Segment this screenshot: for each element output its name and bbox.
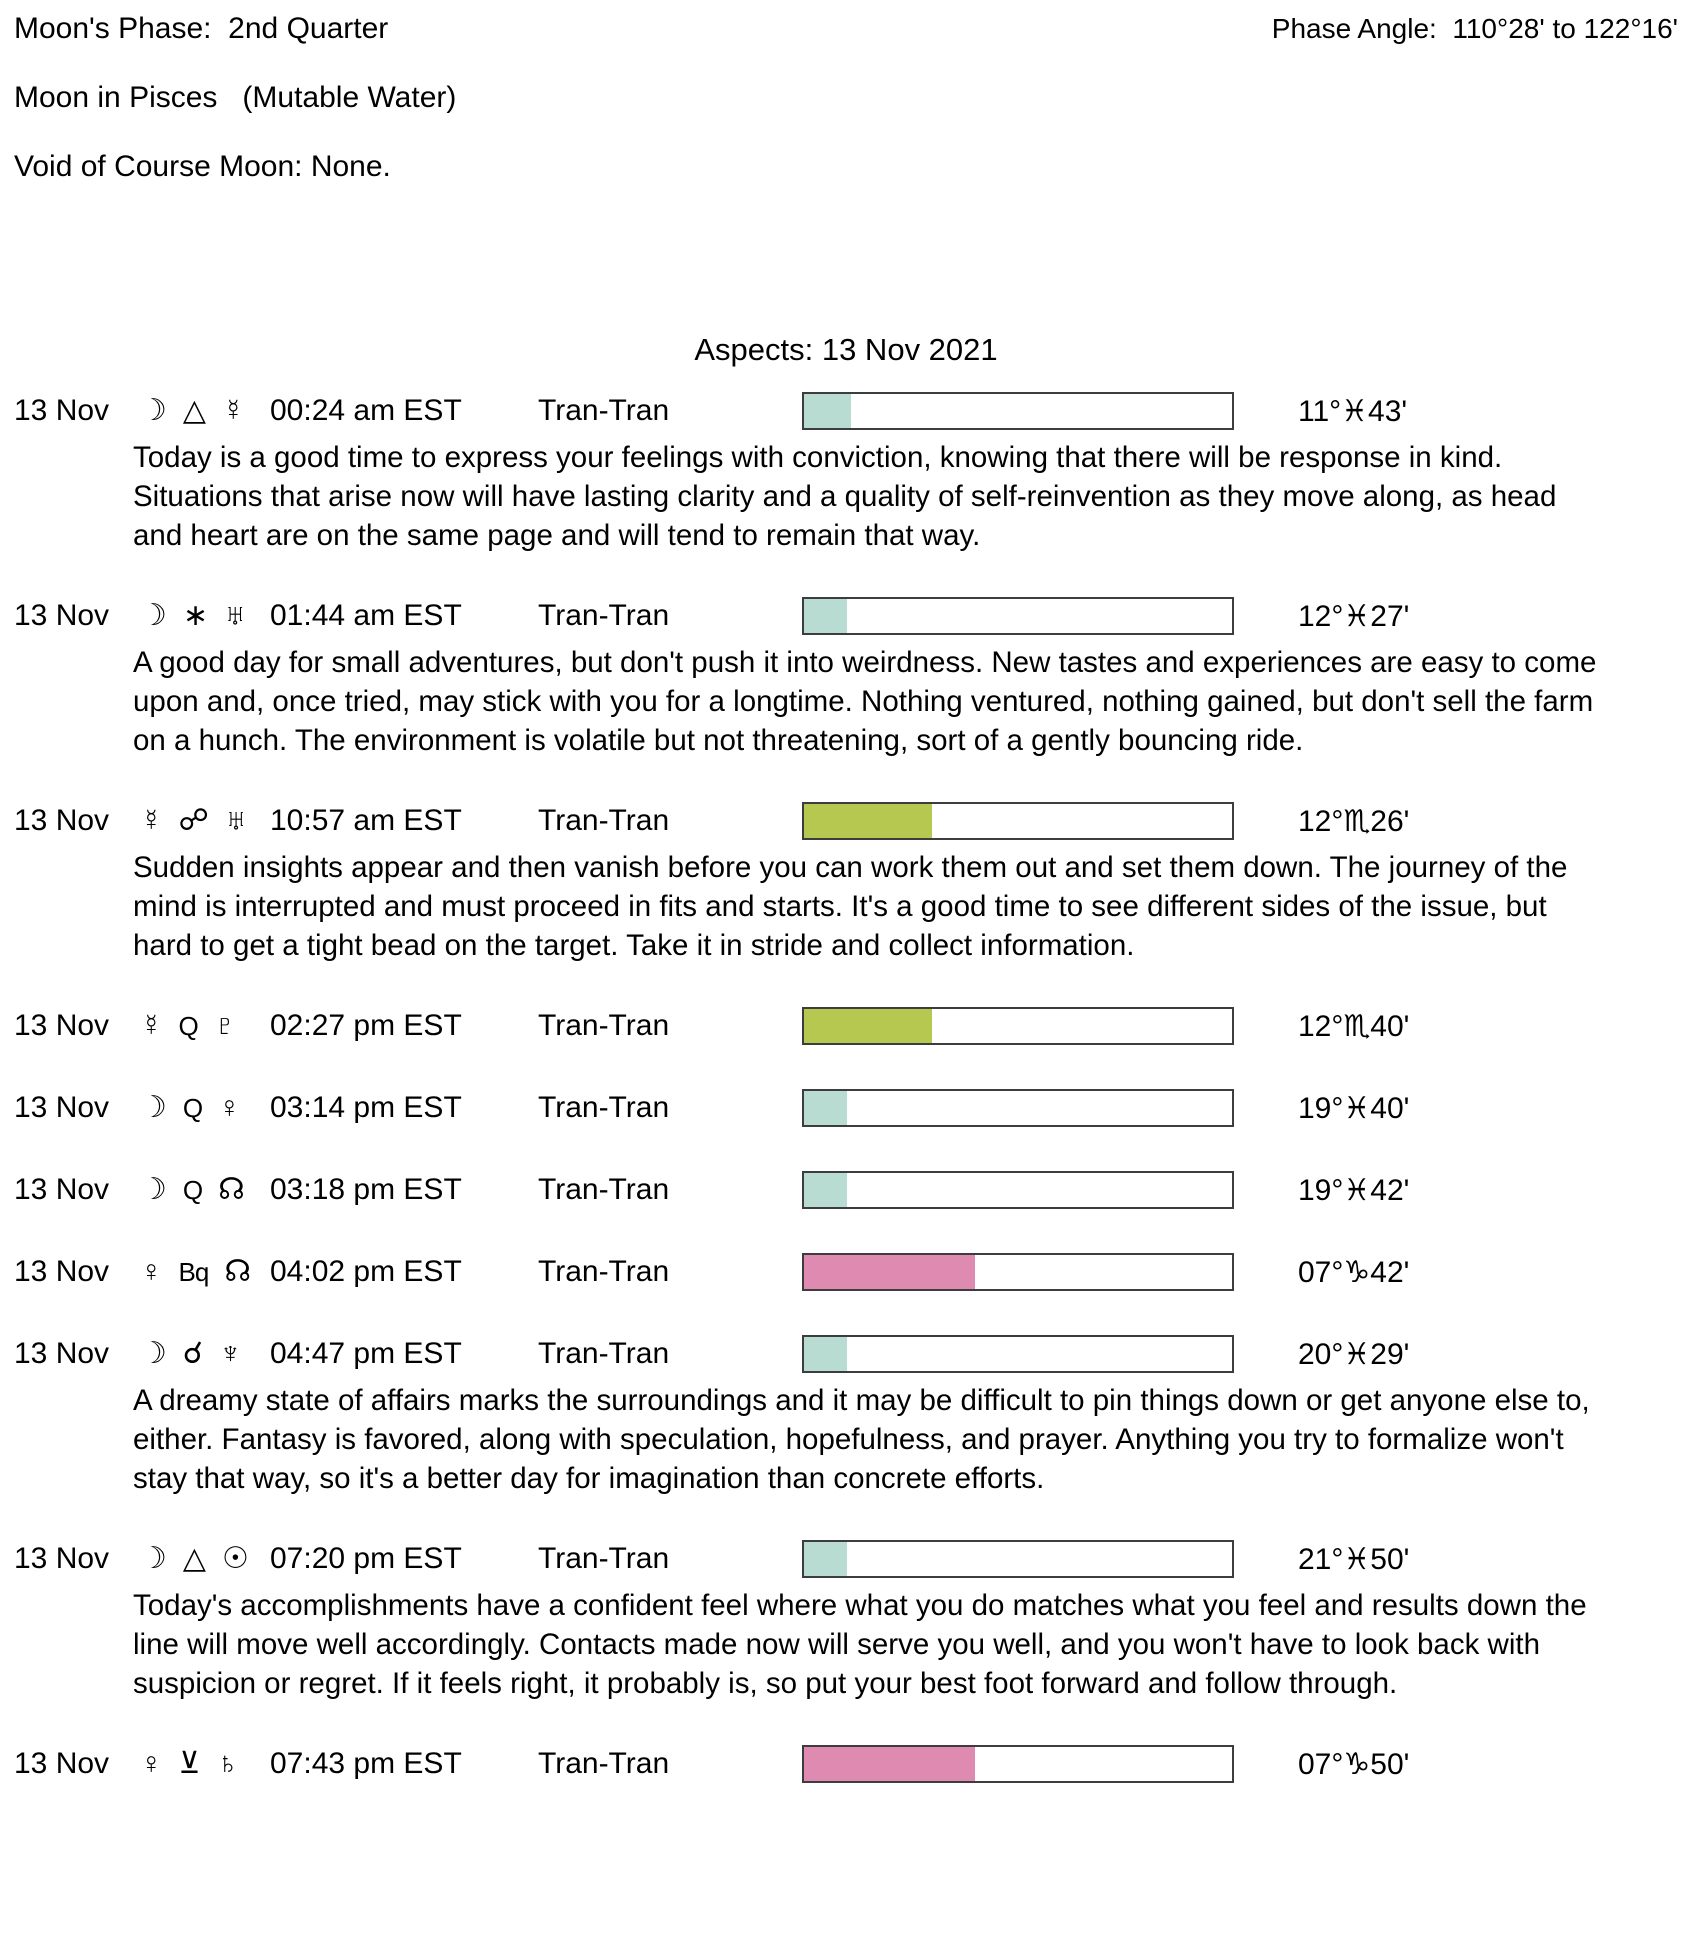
aspect-symbols (140, 1175, 270, 1205)
aspect-date: 13 Nov (14, 1255, 110, 1288)
quintile-icon: Q (178, 1011, 198, 1041)
aspect-type: Tran-Tran (538, 1173, 670, 1206)
venus-icon: ♀ (140, 1255, 163, 1288)
orb-bar (802, 1171, 1234, 1209)
moon-sign-text: Moon in Pisces (Mutable Water) (14, 81, 457, 114)
aspect-position: 11°♓43' (1298, 394, 1408, 428)
aspect-line (14, 1333, 1678, 1375)
north-node-icon: ☊ (224, 1255, 251, 1288)
aspect-symbols (140, 1093, 270, 1123)
neptune-icon: ♆ (219, 1337, 242, 1370)
aspect-symbols (140, 1339, 270, 1369)
aspect-date: 13 Nov (14, 1173, 110, 1206)
aspect-line (14, 800, 1678, 842)
aspect-time: 10:57 am EST (270, 804, 462, 837)
mercury-icon: ☿ (140, 1009, 163, 1042)
aspect-description: Today is a good time to express your feelings with conviction, knowing that there will be response in kind. Situations that arise now will have lasting clarity and a quality of self-reinvention as they move along, as head and heart are on the same page and will tend to remain that way. (133, 441, 1557, 552)
sextile-icon: ∗ (182, 599, 209, 632)
moon-icon: ☽ (140, 1337, 167, 1370)
aspect-position: 12°♏26' (1298, 804, 1410, 838)
aspect-description: A dreamy state of affairs marks the surroundings and it may be difficult to pin things down or get anyone else to, either. Fantasy is favored, along with speculation, hopefulness, and prayer. Anything you try to formalize won't stay that way, so it's a better day for imagination than concrete efforts. (133, 1384, 1590, 1495)
aspect-symbols (140, 1749, 270, 1779)
aspect-line (14, 1251, 1678, 1293)
aspect-position: 21°♓50' (1298, 1542, 1410, 1576)
aspect-type: Tran-Tran (538, 1091, 670, 1124)
aspect-line (14, 1005, 1678, 1047)
orb-bar (802, 1540, 1234, 1578)
moon-icon: ☽ (140, 1091, 167, 1124)
orb-bar-fill (804, 1091, 847, 1125)
aspect-position: 12°♏40' (1298, 1009, 1410, 1043)
aspect-row (14, 1333, 1678, 1498)
sun-icon: ☉ (221, 1542, 249, 1575)
aspect-time: 02:27 pm EST (270, 1009, 462, 1042)
aspect-row (14, 1087, 1678, 1129)
aspect-position: 19°♓40' (1298, 1091, 1410, 1125)
semi-sextile-icon: ⊻ (178, 1747, 201, 1780)
aspects-title: Aspects: 13 Nov 2021 (694, 332, 998, 367)
aspect-row (14, 390, 1678, 555)
aspect-type: Tran-Tran (538, 1542, 670, 1575)
trine-icon: △ (182, 394, 206, 427)
aspect-symbols (140, 806, 270, 836)
aspect-time: 01:44 am EST (270, 599, 462, 632)
phase-angle-text: Phase Angle: 110°28' to 122°16' (1271, 13, 1678, 44)
aspect-date: 13 Nov (14, 1009, 110, 1042)
aspect-description: Today's accomplishments have a confident feel where what you do matches what you feel and results down the line will move well accordingly. Contacts made now will serve you well, and you won't have to look back with suspicion or regret. If it feels right, it probably is, so put your best foot forward and follow through. (133, 1589, 1587, 1700)
aspect-symbols (140, 1257, 270, 1287)
aspect-position: 20°♓29' (1298, 1337, 1410, 1371)
aspect-time: 00:24 am EST (270, 394, 462, 427)
aspect-symbols (140, 1544, 270, 1574)
mercury-icon: ☿ (140, 804, 163, 837)
moon-icon: ☽ (140, 1542, 167, 1575)
aspect-date: 13 Nov (14, 1542, 110, 1575)
aspect-type: Tran-Tran (538, 1255, 670, 1288)
aspect-row (14, 1005, 1678, 1047)
aspect-type: Tran-Tran (538, 1009, 670, 1042)
aspect-date: 13 Nov (14, 1337, 110, 1370)
moon-icon: ☽ (140, 394, 167, 427)
aspect-line (14, 1169, 1678, 1211)
uranus-icon: ♅ (224, 804, 248, 837)
aspect-line (14, 390, 1678, 432)
aspect-date: 13 Nov (14, 599, 110, 632)
aspect-time: 04:47 pm EST (270, 1337, 462, 1370)
aspect-date: 13 Nov (14, 1747, 110, 1780)
orb-bar-fill (804, 599, 847, 633)
orb-bar-fill (804, 1542, 847, 1576)
aspect-row (14, 1251, 1678, 1293)
orb-bar-fill (804, 1009, 932, 1043)
aspect-description: Sudden insights appear and then vanish before you can work them out and set them down. The journey of the mind is interrupted and must proceed in fits and starts. It's a good time to see different sides of the issue, but hard to get a tight bead on the target. Take it in stride and collect information. (133, 851, 1568, 962)
aspect-position: 12°♓27' (1298, 599, 1410, 633)
aspect-type: Tran-Tran (538, 804, 670, 837)
aspect-row (14, 800, 1678, 965)
aspect-line (14, 1743, 1678, 1785)
moon-phase-text: Moon's Phase: 2nd Quarter (14, 12, 389, 45)
saturn-icon: ♄ (216, 1747, 239, 1780)
aspect-symbols (140, 601, 270, 631)
venus-icon: ♀ (140, 1747, 163, 1780)
orb-bar-fill (804, 1255, 975, 1289)
uranus-icon: ♅ (224, 599, 247, 632)
orb-bar-fill (804, 1747, 975, 1781)
aspect-symbols (140, 1011, 270, 1041)
moon-icon: ☽ (140, 1173, 167, 1206)
aspect-date: 13 Nov (14, 804, 110, 837)
orb-bar (802, 802, 1234, 840)
orb-bar-fill (804, 1173, 847, 1207)
aspect-row (14, 1538, 1678, 1703)
mercury-icon: ☿ (221, 394, 245, 427)
aspect-type: Tran-Tran (538, 1337, 670, 1370)
aspect-type: Tran-Tran (538, 599, 670, 632)
orb-bar-fill (804, 1337, 847, 1371)
aspect-row (14, 1743, 1678, 1785)
aspect-row (14, 1169, 1678, 1211)
aspects-list (14, 390, 1678, 1785)
aspect-row (14, 595, 1678, 760)
aspect-description: A good day for small adventures, but don't push it into weirdness. New tastes and experiences are easy to come upon and, once tried, may stick with you for a longtime. Nothing ventured, nothing gained, but don't sell the farm on a hunch. The environment is volatile but not threatening, sort of a gently bouncing ride. (133, 646, 1597, 757)
aspect-position: 07°♑50' (1298, 1747, 1410, 1781)
opposition-icon: ☍ (178, 804, 209, 837)
moon-icon: ☽ (140, 599, 167, 632)
trine-icon: △ (182, 1542, 206, 1575)
quintile-icon: Q (182, 1175, 203, 1205)
aspect-position: 19°♓42' (1298, 1173, 1410, 1207)
orb-bar-fill (804, 804, 932, 838)
aspect-time: 03:18 pm EST (270, 1173, 462, 1206)
aspect-date: 13 Nov (14, 1091, 110, 1124)
aspect-line (14, 595, 1678, 637)
venus-icon: ♀ (218, 1091, 241, 1124)
orb-bar (802, 1335, 1234, 1373)
aspect-type: Tran-Tran (538, 1747, 670, 1780)
orb-bar-fill (804, 394, 851, 428)
aspect-line (14, 1538, 1678, 1580)
aspect-date: 13 Nov (14, 394, 110, 427)
orb-bar (802, 1745, 1234, 1783)
report-header (14, 12, 1678, 46)
aspect-time: 04:02 pm EST (270, 1255, 462, 1288)
aspect-position: 07°♑42' (1298, 1255, 1410, 1289)
aspect-time: 07:43 pm EST (270, 1747, 462, 1780)
conjunction-icon: ☌ (182, 1337, 204, 1370)
orb-bar (802, 1007, 1234, 1045)
orb-bar (802, 1089, 1234, 1127)
north-node-icon: ☊ (218, 1173, 245, 1206)
aspect-line (14, 1087, 1678, 1129)
aspect-time: 03:14 pm EST (270, 1091, 462, 1124)
orb-bar (802, 597, 1234, 635)
biquintile-icon: Bq (178, 1257, 209, 1287)
orb-bar (802, 392, 1234, 430)
pluto-icon: ♇ (213, 1009, 237, 1042)
void-of-course-text: Void of Course Moon: None. (14, 150, 391, 183)
aspect-type: Tran-Tran (538, 394, 670, 427)
aspect-time: 07:20 pm EST (270, 1542, 462, 1575)
orb-bar (802, 1253, 1234, 1291)
quintile-icon: Q (182, 1093, 203, 1123)
aspect-symbols (140, 396, 270, 426)
